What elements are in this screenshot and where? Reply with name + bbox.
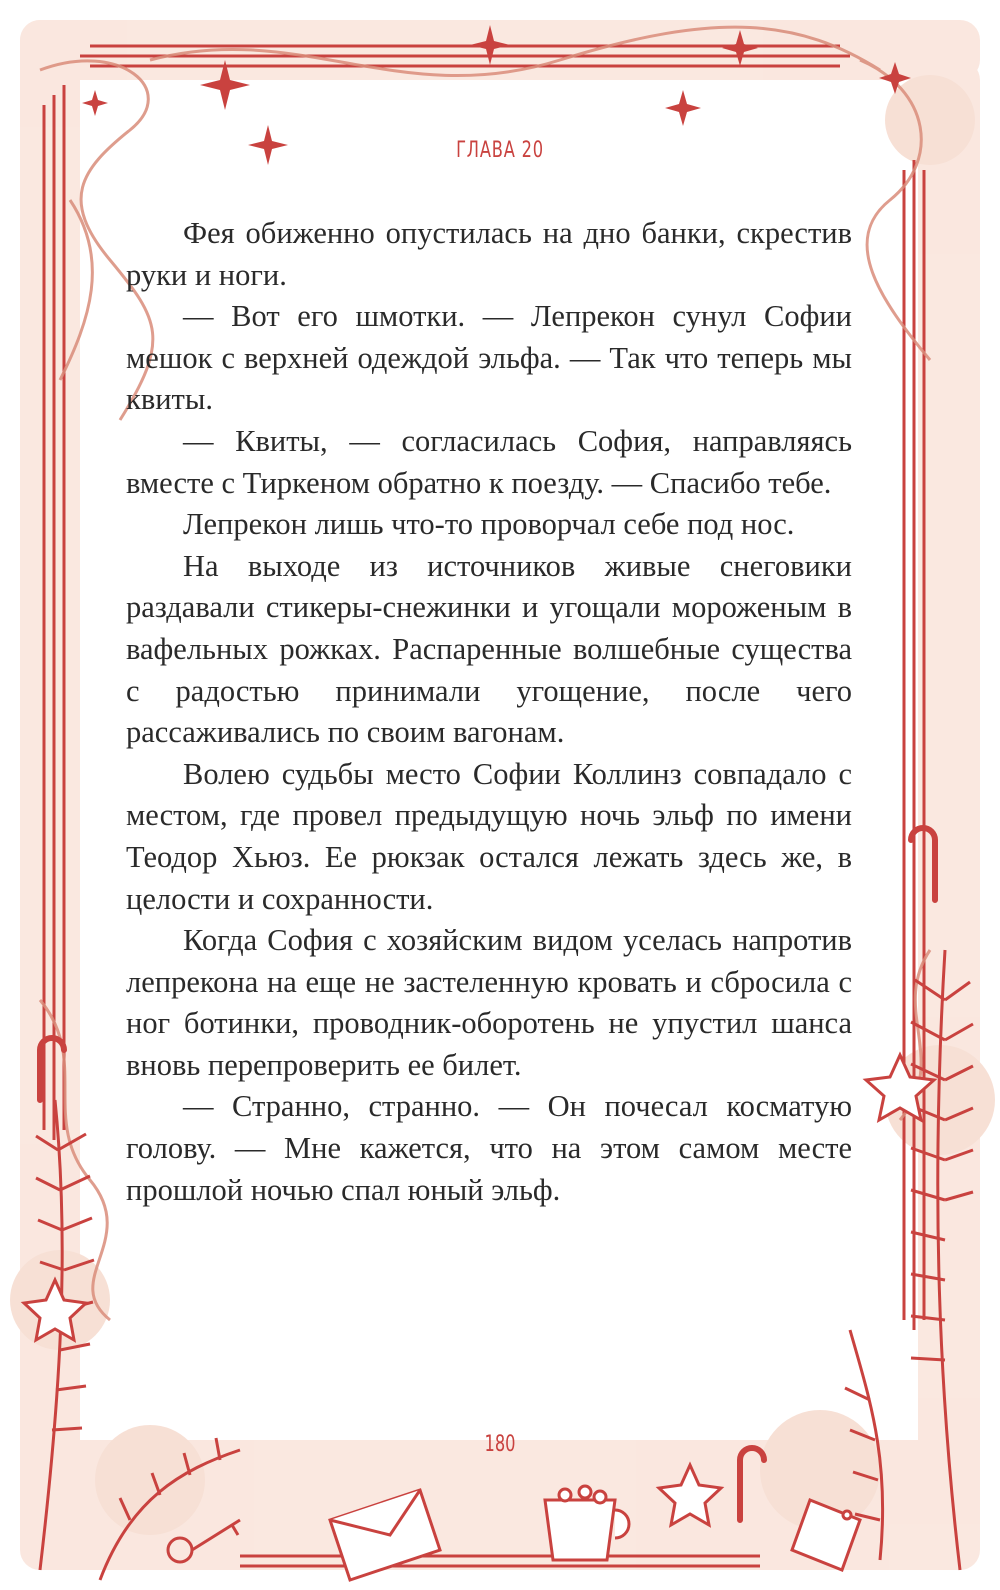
body-text	[126, 213, 852, 1211]
paragraph: — Вот его шмотки. — Лепрекон сунул Софии мешок с верхней одеждой эльфа. — Так что теперь мы квиты.	[126, 299, 852, 417]
paragraph: — Квиты, — согласилась София, направляясь вместе с Тиркеном обратно к поезду. — Спасибо тебе.	[126, 423, 852, 500]
paragraph: Когда София с хозяйским видом уселась напротив лепрекона на еще не застеленную кровать и сбросила с ног ботинки, проводник-оборотень не упустил шанса вновь перепроверить ее билет.	[126, 923, 852, 1082]
paragraph: — Странно, странно. — Он почесал косматую голову. — Мне кажется, что на этом самом месте прошлой ночью спал юный эльф.	[126, 1089, 852, 1207]
paragraph: На выходе из источников живые снеговики раздавали стикеры-снежинки и угощали мороженым в вафельных рожках. Распаренные волшебные существа с радостью принимали угощение, после чего рассаживались по своим вагонам.	[126, 548, 852, 750]
paragraph: Фея обиженно опустилась на дно банки, скрестив руки и ноги.	[126, 216, 852, 292]
paragraph: Волею судьбы место Софии Коллинз совпадало с местом, где провел предыдущую ночь эльф по имени Теодор Хьюз. Ее рюкзак остался лежать здесь же, в целости и сохранности.	[126, 756, 852, 916]
paragraph: Лепрекон лишь что-то проворчал себе под нос.	[183, 507, 795, 542]
page-number: 180	[484, 1432, 516, 1457]
chapter-header: ГЛАВА 20	[456, 138, 544, 163]
